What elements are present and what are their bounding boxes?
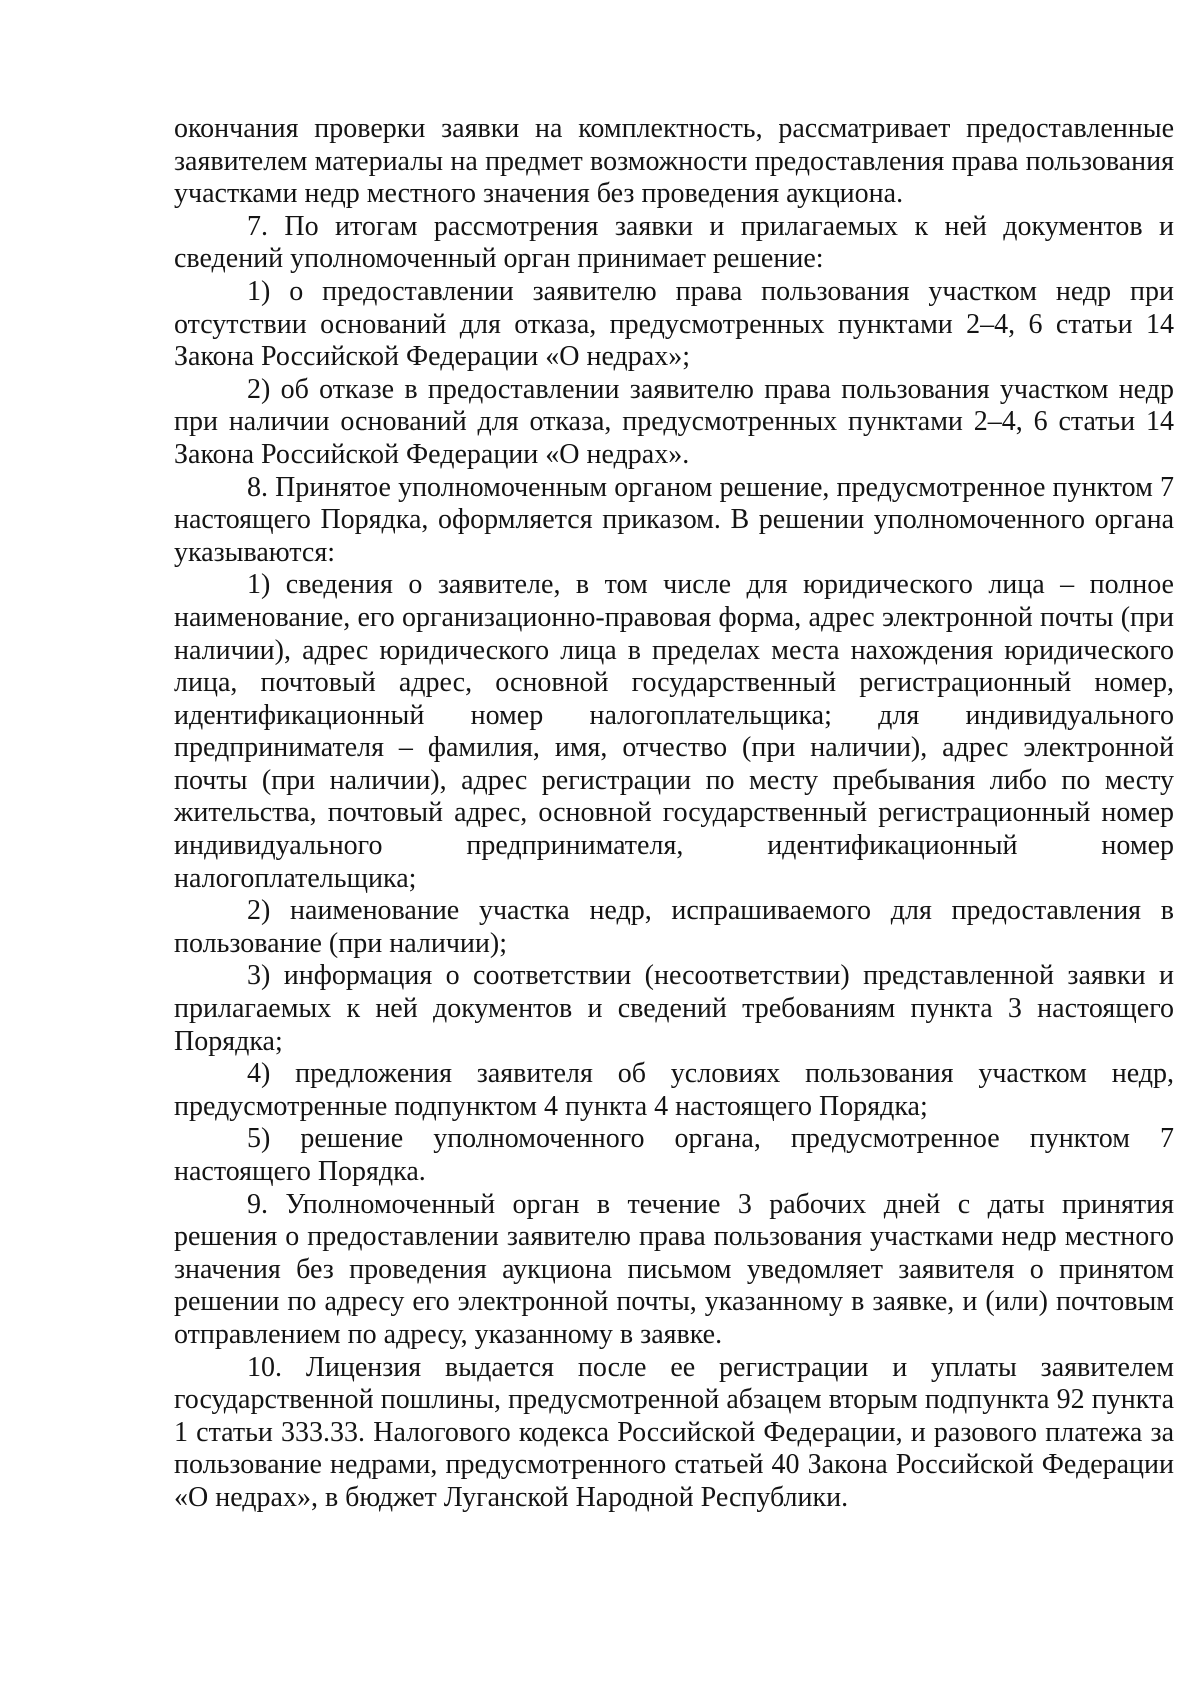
- paragraph-item-7-2: 2) об отказе в предоставлении заявителю права пользования участком недр при наличии оснований для отказа, предусмотренных пунктами 2–4, 6 статьи 14 Закона Российской Федерации «О недрах».: [174, 373, 1174, 470]
- paragraph-item-7-1: 1) о предоставлении заявителю права пользования участком недр при отсутствии оснований для отказа, предусмотренных пунктами 2–4, 6 статьи 14 Закона Российской Федерации «О недрах»;: [174, 275, 1174, 373]
- paragraph-item-7: 7. По итогам рассмотрения заявки и прилагаемых к ней документов и сведений уполномоченный орган принимает решение:: [174, 210, 1174, 275]
- paragraph-item-8: 8. Принятое уполномоченным органом решение, предусмотренное пунктом 7 настоящего Порядка, оформляется приказом. В решении уполномоченного органа указываются:: [174, 471, 1174, 568]
- paragraph-item-8-5: 5) решение уполномоченного органа, предусмотренное пунктом 7 настоящего Порядка.: [174, 1123, 1174, 1187]
- paragraph-item-9: 9. Уполномоченный орган в течение 3 рабочих дней с даты принятия решения о предоставлении заявителю права пользования участками недр местного значения без проведения аукциона письмом уведомляет заявителя о принятом решении по адресу его электронной почты, указанному в заявке, и (или) почтовым отправлением по адресу, указанному в заявке.: [174, 1188, 1174, 1350]
- paragraph-item-8-3: 3) информация о соответствии (несоответствии) представленной заявки и прилагаемых к ней документов и сведений требованиям пункта 3 настоящего Порядка;: [174, 960, 1174, 1057]
- paragraph-item-8-4: 4) предложения заявителя об условиях пользования участком недр, предусмотренные подпунктом 4 пункта 4 настоящего Порядка;: [174, 1058, 1174, 1122]
- paragraph-item-10: 10. Лицензия выдается после ее регистрации и уплаты заявителем государственной пошлины, предусмотренной абзацем вторым подпункта 92 пункта 1 статьи 333.33. Налогового кодекса Российской Федерации, и разового платежа за пользование недрами, предусмотренного статьей 40 Закона Российской Федерации «О недрах», в бюджет Луганской Народной Республики.: [174, 1351, 1174, 1513]
- document-page: [174, 113, 1174, 1515]
- paragraph-item-8-1: 1) сведения о заявителе, в том числе для юридического лица – полное наименование, его организационно-правовая форма, адрес электронной почты (при наличии), адрес юридического лица в пределах места нахождения юридического лица, почтовый адрес, основной государственный регистрационный номер, идентификационный номер налогоплательщика; для индивидуального предпринимателя – фамилия, имя, отчество (при наличии), адрес электронной почты (при наличии), адрес регистрации по месту пребывания либо по месту жительства, почтовый адрес, основной государственный регистрационный номер индивидуального предпринимателя, идентификационный номер налогоплательщика;: [174, 569, 1174, 894]
- paragraph-item-8-2: 2) наименование участка недр, испрашиваемого для предоставления в пользование (при наличии);: [174, 895, 1174, 959]
- paragraph-continuation: окончания проверки заявки на комплектность, рассматривает предоставленные заявителем материалы на предмет возможности предоставления права пользования участками недр местного значения без проведения аукциона.: [174, 113, 1174, 210]
